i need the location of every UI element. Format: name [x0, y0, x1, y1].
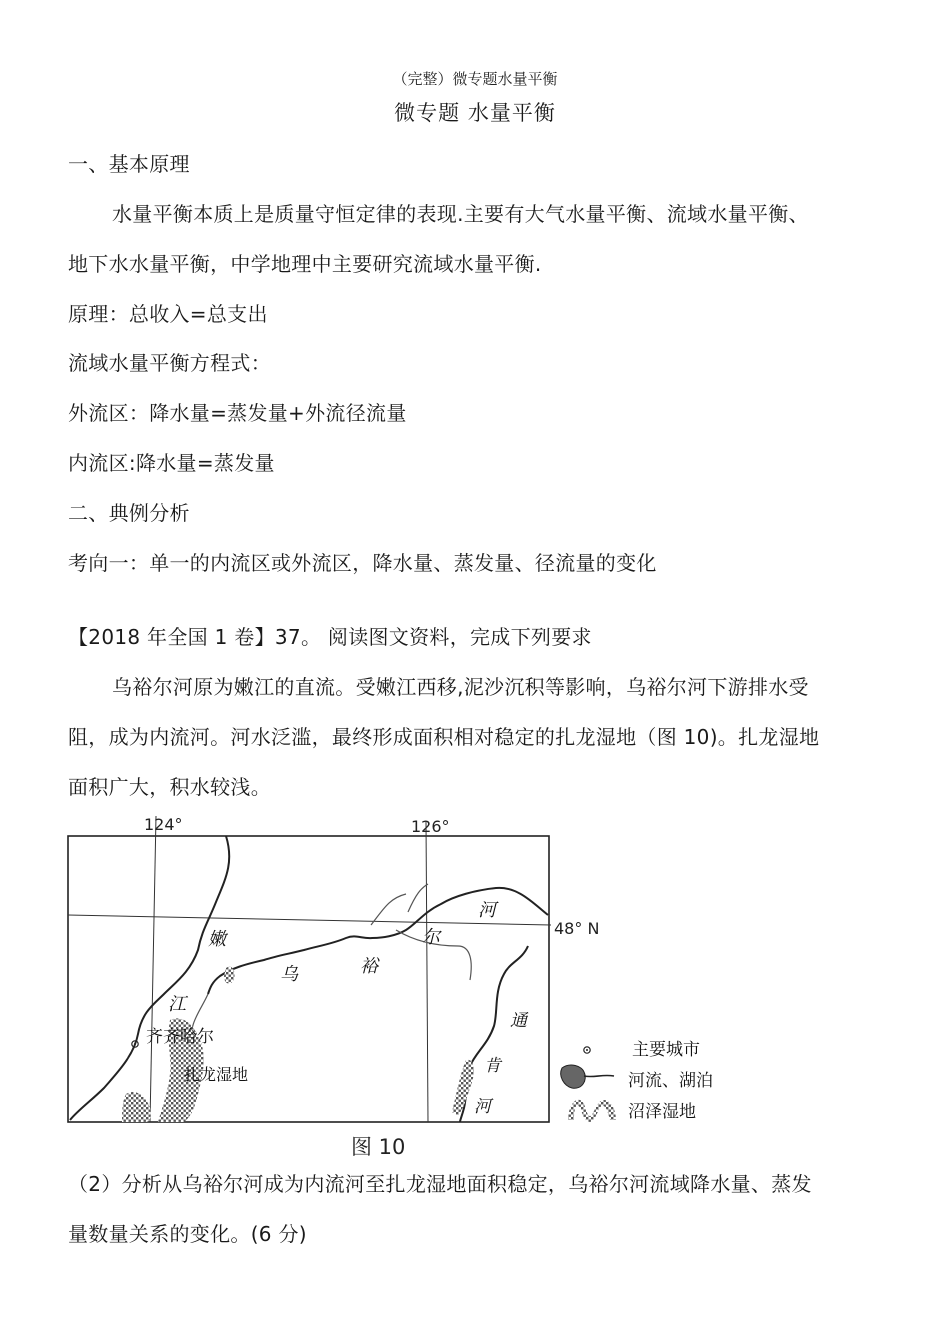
- sub-question-line: （2）分析从乌裕尔河成为内流河至扎龙湿地面积稳定，乌裕尔河流域降水量、蒸发: [68, 1172, 812, 1196]
- legend-marsh-icon: [568, 1100, 616, 1122]
- river-label-yu: 裕: [360, 956, 378, 977]
- legend-city-label: 主要城市: [632, 1040, 700, 1060]
- map-frame: [68, 836, 549, 1122]
- lat-label-48n: 48° N: [554, 919, 600, 938]
- river-label-he: 河: [478, 900, 496, 921]
- wuyuer-river: [208, 888, 548, 994]
- river-label-he2: 河: [474, 1097, 491, 1117]
- section-heading-examples: 二、典例分析: [68, 501, 190, 525]
- exam-direction: 考向一：单一的内流区或外流区，降水量、蒸发量、径流量的变化: [68, 551, 657, 575]
- city-label-qiqihar: 齐齐哈尔: [146, 1027, 214, 1047]
- legend-river-lake-label: 河流、湖泊: [628, 1071, 713, 1091]
- legend-city-dot: [586, 1049, 588, 1051]
- question-paragraph-line: 乌裕尔河原为嫩江的直流。受嫩江西移,泥沙沉积等影响，乌裕尔河下游排水受: [112, 675, 809, 699]
- meridian-126: [426, 822, 428, 1122]
- river-label-tong: 通: [510, 1011, 527, 1031]
- legend-river-lake-icon: [561, 1065, 586, 1088]
- principle-line: 原理：总收入=总支出: [68, 302, 268, 326]
- river-label-nen: 嫩: [208, 929, 226, 950]
- wetland-label-zhalong: 扎龙湿地: [184, 1065, 249, 1084]
- zhalong-wetland: [122, 1092, 151, 1122]
- legend-river-line: [584, 1075, 614, 1076]
- endorheic-equation: 内流区:降水量=蒸发量: [68, 451, 275, 475]
- marsh-patch: [224, 967, 235, 984]
- document-header: （完整）微专题水量平衡: [392, 70, 558, 88]
- river-label-jiang: 江: [168, 994, 186, 1015]
- meridian-124: [150, 816, 156, 1122]
- river-label-ken: 肯: [484, 1056, 501, 1076]
- paragraph-line: 地下水水量平衡，中学地理中主要研究流域水量平衡.: [68, 252, 542, 276]
- figure-caption: 图 10: [351, 1135, 406, 1159]
- sub-question-line: 量数量关系的变化。(6 分): [68, 1222, 307, 1246]
- lon-label-124: 124°: [144, 815, 183, 834]
- legend-marsh-label: 沼泽湿地: [628, 1102, 696, 1122]
- paragraph-line: 水量平衡本质上是质量守恒定律的表现.主要有大气水量平衡、流域水量平衡、: [112, 202, 809, 226]
- tongken-river: [460, 946, 528, 1122]
- tributary: [371, 894, 406, 925]
- question-paragraph-line: 阻，成为内流河。河水泛滥，最终形成面积相对稳定的扎龙湿地（图 10)。扎龙湿地: [68, 725, 820, 749]
- marsh-patch: [452, 1060, 474, 1116]
- city-marker-dot: [134, 1043, 136, 1045]
- question-paragraph-line: 面积广大，积水较浅。: [68, 775, 271, 799]
- figure-10-map: [66, 812, 732, 1162]
- equation-label: 流域水量平衡方程式：: [68, 351, 271, 375]
- section-heading-principles: 一、基本原理: [68, 152, 190, 176]
- tributary: [408, 884, 428, 912]
- river-label-er: 尔: [422, 927, 440, 948]
- lon-label-126: 126°: [411, 817, 450, 836]
- page-title: 微专题 水量平衡: [394, 101, 556, 125]
- exorheic-equation: 外流区：降水量=蒸发量+外流径流量: [68, 401, 407, 425]
- question-source: 【2018 年全国 1 卷】37。 阅读图文资料，完成下列要求: [68, 625, 592, 649]
- river-label-wu: 乌: [280, 964, 298, 985]
